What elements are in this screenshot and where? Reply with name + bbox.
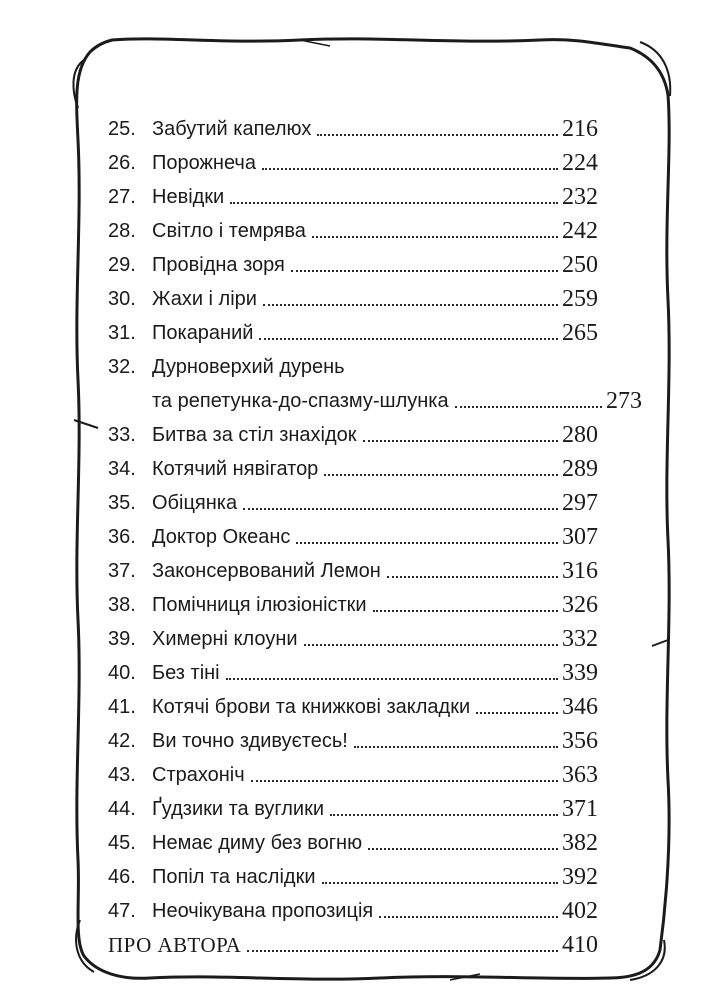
page-number: 242: [562, 218, 598, 244]
dot-leader: [373, 610, 558, 612]
page-number: 356: [562, 728, 598, 754]
chapter-title: Дурноверхий дурень: [152, 356, 345, 378]
page-number: 232: [562, 184, 598, 210]
toc-entry[interactable]: [108, 547, 598, 583]
chapter-title: Законсервований Лемон: [152, 560, 381, 582]
page-number: 280: [562, 422, 598, 448]
dot-leader: [291, 270, 558, 272]
chapter-title: Забутий капелюх: [152, 118, 312, 140]
dot-leader: [251, 780, 558, 782]
dot-leader: [330, 814, 558, 816]
chapter-title-line-2: та репетунка-до-спазму-шлунка: [152, 390, 449, 412]
dot-leader: [317, 134, 558, 136]
chapter-number: 27.: [108, 186, 136, 208]
chapter-title: Жахи і ліри: [152, 288, 257, 310]
chapter-title: Покараний: [152, 322, 254, 344]
page-number: 382: [562, 830, 598, 856]
page-number: 307: [562, 524, 598, 550]
page-number: 410: [562, 932, 598, 958]
chapter-title: Ґудзики та вуглики: [152, 798, 325, 820]
chapter-title: Помічниця ілюзіоністки: [152, 594, 367, 616]
page-number: 224: [562, 150, 598, 176]
page-number: 265: [562, 320, 598, 346]
dot-leader: [354, 746, 558, 748]
dot-leader: [363, 440, 558, 442]
chapter-title: Котячий нявігатор: [152, 458, 319, 480]
page-number: 259: [562, 286, 598, 312]
page-number: 216: [562, 116, 598, 142]
chapter-number: 38.: [108, 594, 136, 616]
page-number: 332: [562, 626, 598, 652]
page-number: 297: [562, 490, 598, 516]
toc-entry[interactable]: [108, 887, 598, 923]
page-number: 289: [562, 456, 598, 482]
chapter-number: 31.: [108, 322, 136, 344]
dot-leader: [226, 678, 558, 680]
chapter-title: Битва за стіл знахідок: [152, 424, 357, 446]
chapter-title: Котячі брови та книжкові закладки: [152, 696, 471, 718]
page-number: 392: [562, 864, 598, 890]
chapter-number: 36.: [108, 526, 136, 548]
chapter-title: Провідна зоря: [152, 254, 285, 276]
page-number: 363: [562, 762, 598, 788]
toc-entry[interactable]: [108, 445, 598, 481]
toc-entry[interactable]: [108, 275, 598, 311]
chapter-number: 37.: [108, 560, 136, 582]
toc-entry[interactable]: [108, 479, 598, 515]
toc-entry[interactable]: [108, 581, 598, 617]
toc-entry[interactable]: [108, 309, 598, 345]
chapter-title: Неочікувана пропозиція: [152, 900, 374, 922]
dot-leader: [455, 406, 602, 408]
chapter-title: Попіл та наслідки: [152, 866, 316, 888]
chapter-number: 45.: [108, 832, 136, 854]
toc-entry[interactable]: [108, 139, 598, 175]
toc-entry[interactable]: [108, 105, 598, 141]
dot-leader: [379, 916, 558, 918]
dot-leader: [296, 542, 558, 544]
chapter-number: 30.: [108, 288, 136, 310]
toc-entry[interactable]: [108, 649, 598, 685]
chapter-number: 42.: [108, 730, 136, 752]
chapter-number: 46.: [108, 866, 136, 888]
chapter-title: Химерні клоуни: [152, 628, 298, 650]
toc-entry[interactable]: [108, 819, 598, 855]
chapter-title: Невідки: [152, 186, 225, 208]
dot-leader: [304, 644, 558, 646]
page-number: 326: [562, 592, 598, 618]
toc-entry[interactable]: [108, 615, 598, 651]
toc-entry[interactable]: [108, 853, 598, 889]
chapter-title: Страхоніч: [152, 764, 245, 786]
chapter-title: Немає диму без вогню: [152, 832, 363, 854]
dot-leader: [259, 338, 558, 340]
chapter-number: 26.: [108, 152, 136, 174]
dot-leader: [230, 202, 558, 204]
dot-leader: [262, 168, 558, 170]
chapter-number: 39.: [108, 628, 136, 650]
page-number: 250: [562, 252, 598, 278]
chapter-number: 32.: [108, 356, 136, 378]
dot-leader: [247, 950, 558, 952]
dot-leader: [476, 712, 558, 714]
toc-entry[interactable]: [108, 207, 598, 243]
dot-leader: [322, 882, 559, 884]
chapter-title: Порожнеча: [152, 152, 256, 174]
chapter-number: 33.: [108, 424, 136, 446]
page-number: 316: [562, 558, 598, 584]
toc-entry[interactable]: [108, 785, 598, 821]
page-number: 346: [562, 694, 598, 720]
toc-entry[interactable]: [108, 173, 598, 209]
toc-entry[interactable]: [108, 241, 598, 277]
toc-entry[interactable]: [108, 513, 598, 549]
dot-leader: [312, 236, 558, 238]
dot-leader: [243, 508, 558, 510]
about-author-title: ПРО АВТОРА: [108, 933, 242, 957]
chapter-number: 35.: [108, 492, 136, 514]
chapter-title: Ви точно здивуєтесь!: [152, 730, 348, 752]
dot-leader: [324, 474, 558, 476]
dot-leader: [387, 576, 558, 578]
toc-entry[interactable]: [108, 717, 598, 753]
chapter-number: 44.: [108, 798, 136, 820]
toc-entry-continuation[interactable]: [108, 377, 642, 413]
page-number: 371: [562, 796, 598, 822]
chapter-number: 34.: [108, 458, 136, 480]
toc-entry[interactable]: [108, 683, 598, 719]
toc-entry-about-author[interactable]: [108, 921, 598, 957]
chapter-number: 29.: [108, 254, 136, 276]
chapter-number: 40.: [108, 662, 136, 684]
chapter-number: 28.: [108, 220, 136, 242]
dot-leader: [368, 848, 558, 850]
toc-entry[interactable]: [108, 411, 598, 447]
chapter-title: Без тіні: [152, 662, 220, 684]
chapter-number: 41.: [108, 696, 136, 718]
chapter-title: Доктор Океанс: [152, 526, 291, 548]
chapter-number: 25.: [108, 118, 136, 140]
toc-entry[interactable]: [108, 751, 598, 787]
page-number: 402: [562, 898, 598, 924]
dot-leader: [263, 304, 558, 306]
chapter-title: Обіцянка: [152, 492, 238, 514]
page-number: 339: [562, 660, 598, 686]
chapter-number: 43.: [108, 764, 136, 786]
chapter-number: 47.: [108, 900, 136, 922]
toc-entry[interactable]: [108, 343, 598, 379]
page-number: 273: [606, 388, 642, 414]
chapter-title: Світло і темрява: [152, 220, 306, 242]
